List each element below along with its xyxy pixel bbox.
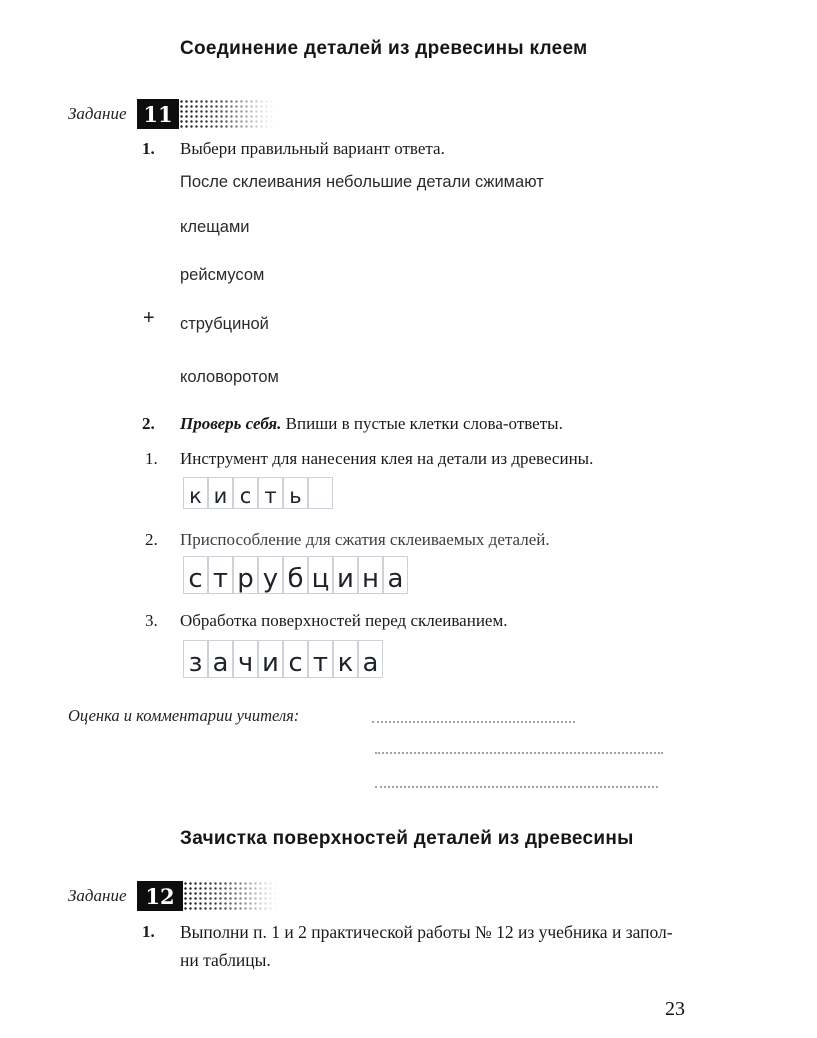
q2-item3-text: Обработка поверхностей перед склеиванием. [180,611,508,630]
q2-item1-number: 1. [145,449,158,468]
section2-title: Зачистка поверхностей деталей из древесины [180,828,634,849]
answer-cell: а [358,640,383,678]
q1-text: Выбери правильный вариант ответа. [180,139,445,158]
answer-cell: с [233,477,258,509]
answer-cell: и [208,477,233,509]
teacher-comments-line-1 [372,719,575,723]
answer-cell: ь [283,477,308,509]
answer-cell: б [283,556,308,594]
task12-q1-line2: ни таблицы. [180,950,271,970]
answer-cell: т [308,640,333,678]
task12-number: 12 [145,883,175,909]
answer-cell: с [283,640,308,678]
q2-item3-number: 3. [145,611,158,630]
q2-item1-answer-cells [183,477,333,509]
q2-lead-rest: Впиши в пустые клетки слова-ответы. [281,414,563,433]
q2-lead [180,414,563,434]
q2-item3-answer-cells [183,640,383,678]
q1-option-1: клещами [180,218,250,236]
page-number: 23 [665,998,685,1020]
section1-title: Соединение деталей из древесины клеем [180,38,588,59]
teacher-comments-label: Оценка и комментарии учителя: [68,706,300,725]
task12-number-box [137,881,183,911]
q2-item1-text: Инструмент для нанесения клея на детали из древесины. [180,449,594,468]
answer-cell: а [208,640,233,678]
task11-number-box [137,99,179,129]
task11-number: 11 [143,101,173,127]
q1-number: 1. [142,139,155,158]
q2-lead-bold: Проверь себя. [180,414,282,433]
task12-halftone-pattern [183,881,279,911]
answer-cell: н [358,556,383,594]
q1-option-3: струбциной [180,315,269,333]
task11-halftone-pattern [179,99,275,129]
answer-cell: з [183,640,208,678]
answer-cell: р [233,556,258,594]
teacher-comments-line-2 [375,750,663,754]
task12-q1-line1: Выполни п. 1 и 2 практической работы № 12 из учебника и запол- [180,922,673,942]
answer-cell: ц [308,556,333,594]
empty-answer-cell [308,477,333,509]
answer-cell: а [383,556,408,594]
answer-cell: т [258,477,283,509]
q1-correct-mark: + [143,307,155,329]
answer-cell: к [333,640,358,678]
answer-cell: к [183,477,208,509]
task12-q1-number: 1. [142,922,155,941]
answer-cell: ч [233,640,258,678]
q1-option-2: рейсмусом [180,266,265,284]
q2-item2-answer-cells [183,556,408,594]
q2-number: 2. [142,414,155,433]
answer-cell: у [258,556,283,594]
answer-cell: и [333,556,358,594]
q2-item2-number: 2. [145,530,158,549]
task12-label: Задание [68,886,127,905]
answer-cell: и [258,640,283,678]
q1-option-4: коловоротом [180,368,279,386]
q1-prompt: После склеивания небольшие детали сжимают [180,173,544,191]
q2-item2-text: Приспособление для сжатия склеиваемых деталей. [180,530,550,549]
teacher-comments-line-3 [375,784,658,788]
answer-cell: т [208,556,233,594]
task11-label: Задание [68,104,127,123]
answer-cell: с [183,556,208,594]
